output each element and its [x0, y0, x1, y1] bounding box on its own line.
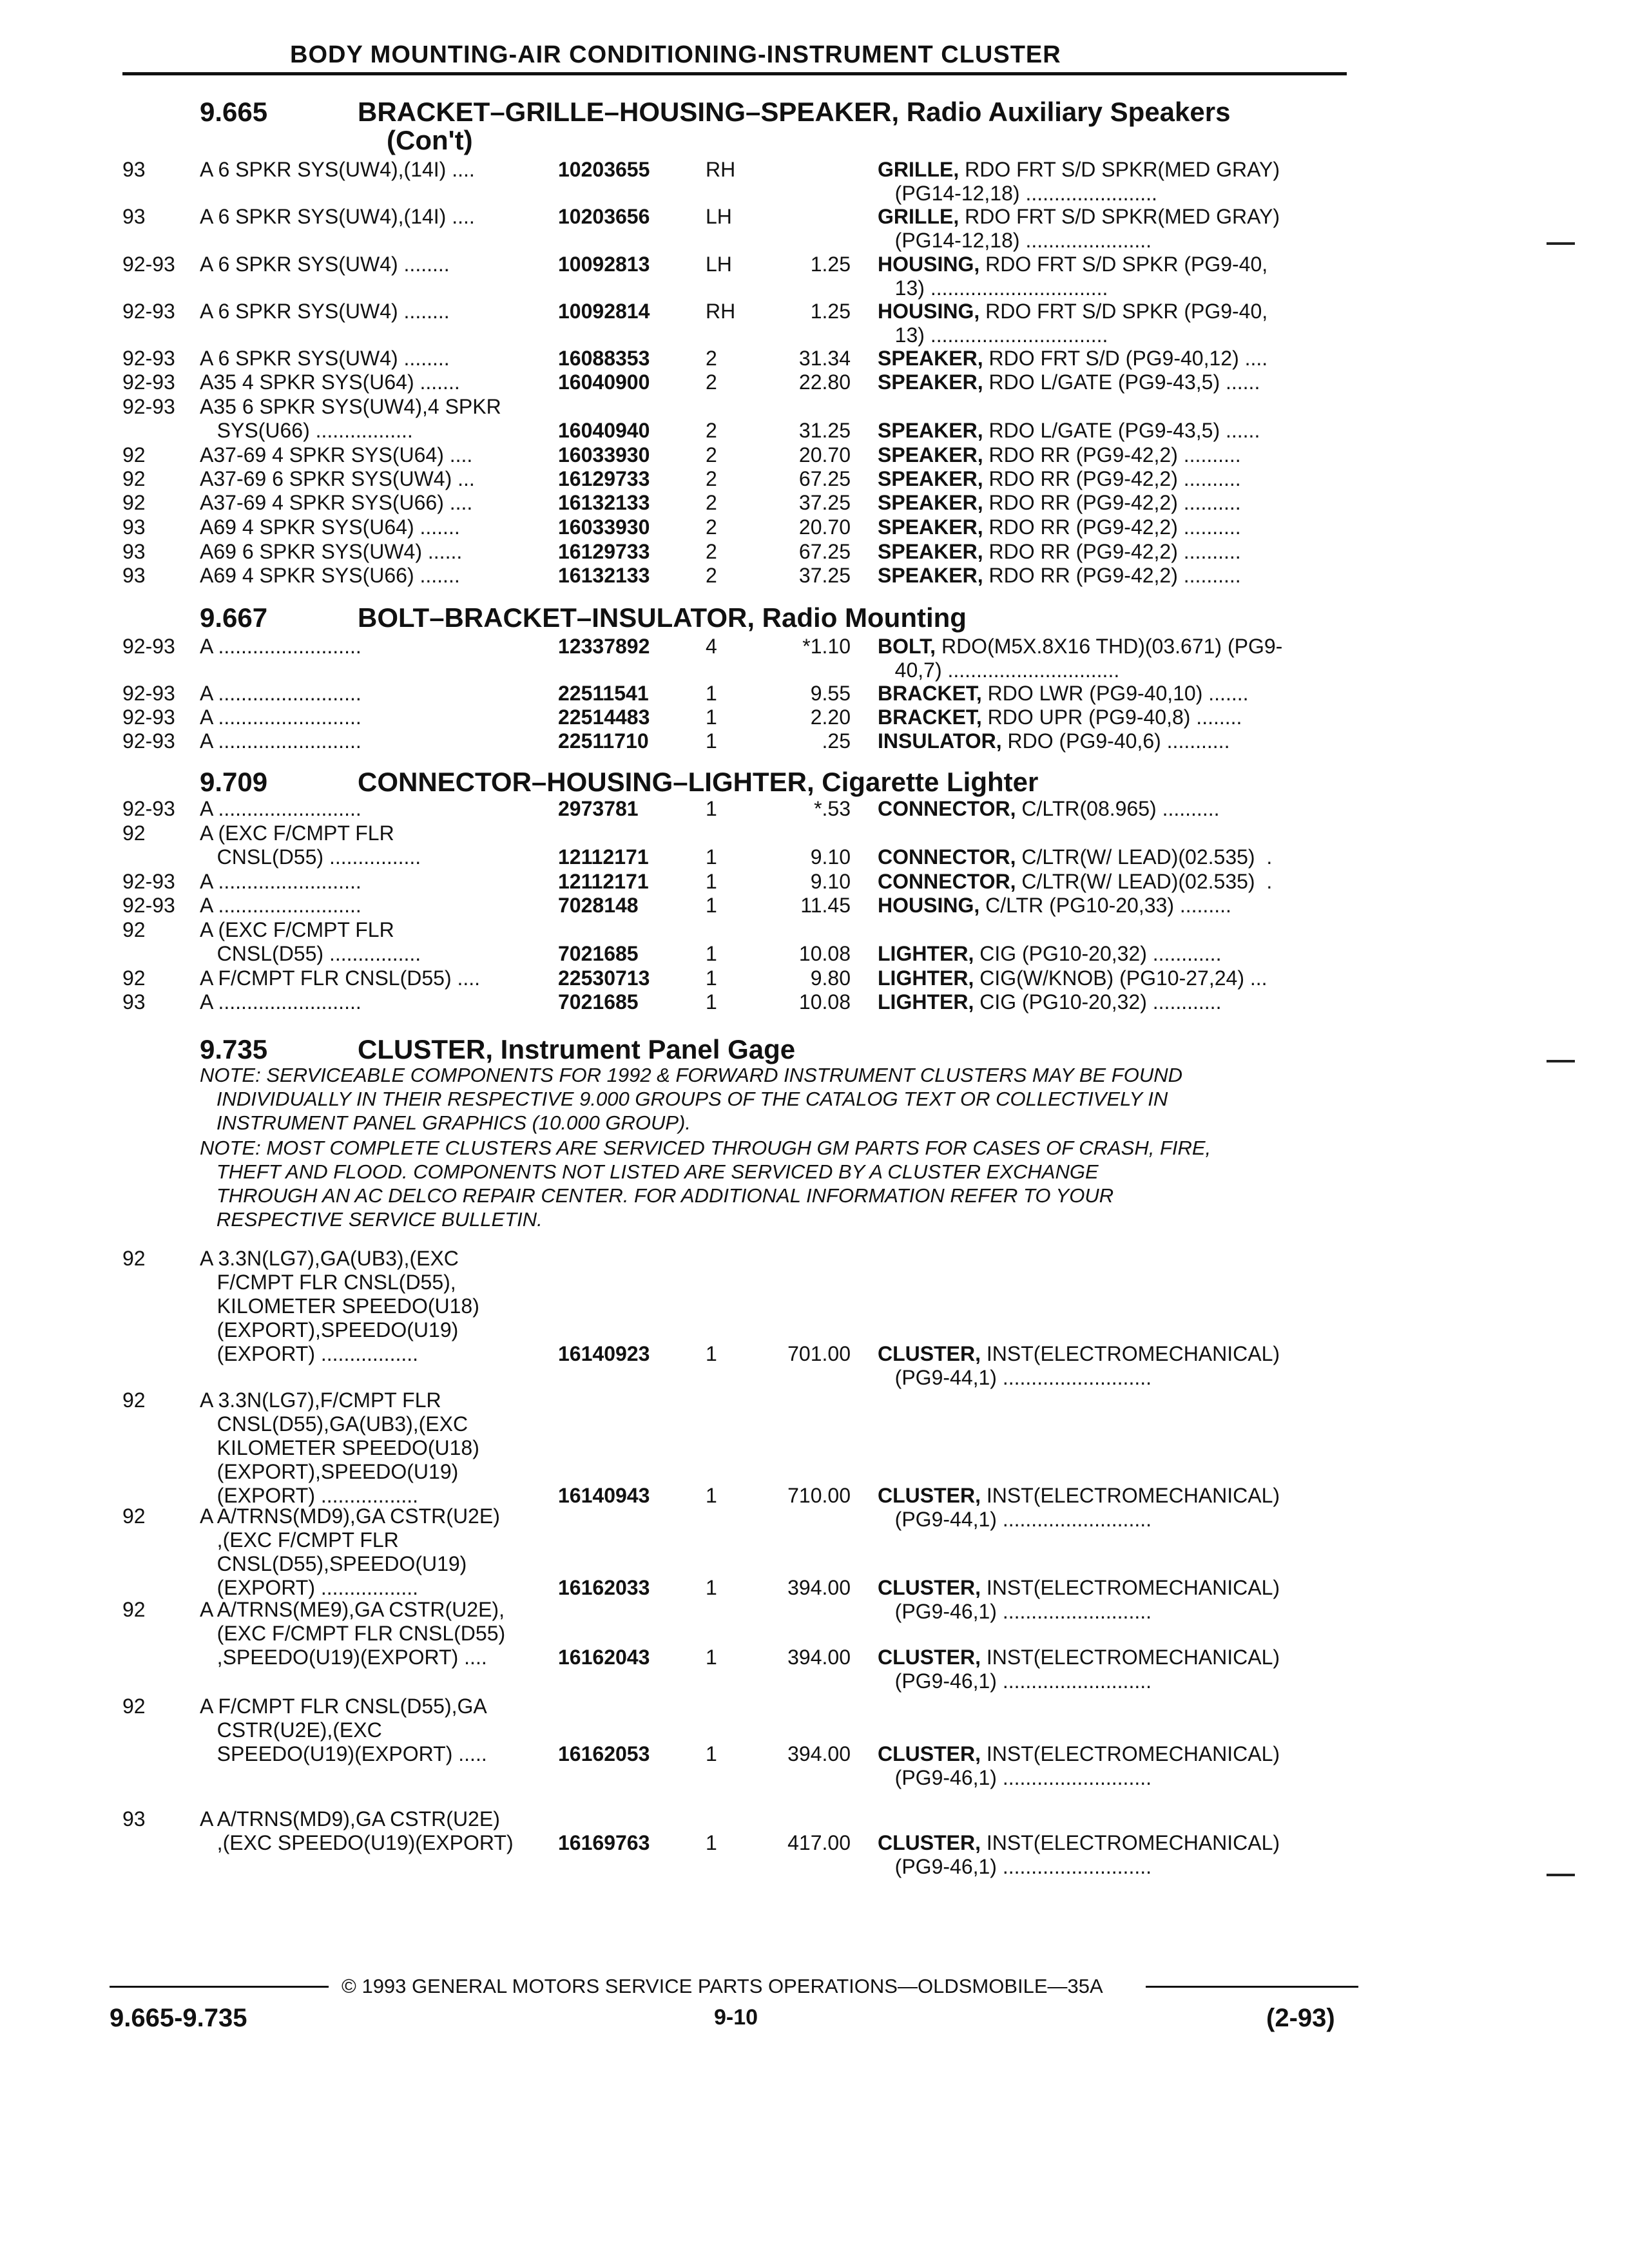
model-years: 92 — [122, 467, 146, 490]
part-name-noun: SPEAKER, — [878, 370, 983, 394]
part-number: 12112171 — [558, 845, 649, 869]
model-years: 92-93 — [122, 370, 175, 394]
quantity: 2 — [706, 419, 717, 442]
model-years: 93 — [122, 564, 146, 587]
application-description: A F/CMPT FLR CNSL(D55) .... — [200, 966, 481, 990]
quantity: 1 — [706, 845, 717, 869]
margin-mark — [1547, 1060, 1575, 1062]
part-name-noun: CONNECTOR, — [878, 870, 1016, 893]
part-name-noun: LIGHTER, — [878, 990, 974, 1014]
price: 67.25 — [798, 467, 851, 490]
price: 9.10 — [810, 870, 851, 893]
part-name: SPEAKER, RDO RR (PG9-42,2) .......... — [878, 443, 1241, 466]
application-description: A F/CMPT FLR CNSL(D55),GA CSTR(U2E),(EXC SPEEDO(U19)(EXPORT) ..... — [200, 1695, 487, 1765]
price: 37.25 — [798, 564, 851, 587]
model-years: 92-93 — [122, 729, 175, 753]
part-name: CLUSTER, INST(ELECTROMECHANICAL) (PG9-46,1) .......................... — [878, 1742, 1280, 1789]
application-description: A 6 SPKR SYS(UW4) ........ — [200, 253, 450, 276]
quantity: 1 — [706, 1646, 717, 1669]
part-name-noun: SPEAKER, — [878, 515, 983, 539]
part-name: CLUSTER, INST(ELECTROMECHANICAL) (PG9-46,1) .......................... — [878, 1831, 1280, 1878]
model-years: 92-93 — [122, 682, 175, 705]
price: 2.20 — [810, 706, 851, 729]
price: 31.25 — [798, 419, 851, 442]
quantity: RH — [706, 158, 736, 181]
part-name: SPEAKER, RDO RR (PG9-42,2) .......... — [878, 515, 1241, 539]
application-description: A ......................... — [200, 635, 361, 658]
part-name-noun: CLUSTER, — [878, 1646, 981, 1669]
price: 20.70 — [798, 443, 851, 466]
price: 22.80 — [798, 370, 851, 394]
part-name: CONNECTOR, C/LTR(W/ LEAD)(02.535) . — [878, 870, 1273, 893]
part-name: SPEAKER, RDO RR (PG9-42,2) .......... — [878, 564, 1241, 587]
quantity: 2 — [706, 347, 717, 370]
quantity: 1 — [706, 1831, 717, 1854]
section-note: NOTE: MOST COMPLETE CLUSTERS ARE SERVICED THROUGH GM PARTS FOR CASES OF CRASH, FIRE, THEFT AND FLOOD. COMPONENTS NOT LISTED ARE SERVICED BY A CLUSTER EXCHANGE THROUGH AN AC DELCO REPAIR CENTER. FOR ADDITIONAL INFORMATION REFER TO YOUR RESPECTIVE SERVICE BULLETIN. — [200, 1137, 1211, 1231]
part-name-noun: SPEAKER, — [878, 347, 983, 370]
part-name: CLUSTER, INST(ELECTROMECHANICAL) (PG9-46,1) .......................... — [878, 1576, 1280, 1623]
section-name — [358, 602, 967, 633]
quantity: 1 — [706, 1576, 717, 1599]
application-description: A A/TRNS(ME9),GA CSTR(U2E), (EXC F/CMPT FLR CNSL(D55) ,SPEEDO(U19)(EXPORT) .... — [200, 1598, 506, 1669]
section-number: 9.665 — [200, 97, 268, 127]
quantity: 2 — [706, 515, 717, 539]
model-years: 92-93 — [122, 253, 175, 276]
quantity: 1 — [706, 894, 717, 917]
price: 394.00 — [787, 1742, 851, 1765]
price: 67.25 — [798, 540, 851, 563]
application-description: A35 4 SPKR SYS(U64) ....... — [200, 370, 460, 394]
quantity: 2 — [706, 467, 717, 490]
model-years: 92 — [122, 1695, 146, 1718]
quantity: LH — [706, 205, 732, 228]
part-name: BRACKET, RDO LWR (PG9-40,10) ....... — [878, 682, 1249, 705]
section-number: 9.735 — [200, 1034, 268, 1064]
quantity: 1 — [706, 1342, 717, 1365]
price: 10.08 — [798, 990, 851, 1014]
price: 9.80 — [810, 966, 851, 990]
part-name: CLUSTER, INST(ELECTROMECHANICAL) (PG9-46,1) .......................... — [878, 1646, 1280, 1693]
part-number: 7021685 — [558, 942, 639, 965]
quantity: 1 — [706, 1742, 717, 1765]
application-description: A (EXC F/CMPT FLR CNSL(D55) ................ — [200, 822, 421, 869]
part-name-noun: SPEAKER, — [878, 419, 983, 442]
quantity: 1 — [706, 942, 717, 965]
section-name-bold: CONNECTOR–HOUSING–LIGHTER, — [358, 767, 815, 797]
part-number: 16129733 — [558, 540, 650, 563]
application-description: A37-69 4 SPKR SYS(U64) .... — [200, 443, 473, 466]
section-name — [358, 97, 1230, 128]
part-number: 10092813 — [558, 253, 650, 276]
model-years: 92 — [122, 1389, 146, 1412]
part-number: 22530713 — [558, 966, 650, 990]
model-years: 92-93 — [122, 395, 175, 418]
quantity: 2 — [706, 491, 717, 514]
part-number: 10203656 — [558, 205, 650, 228]
price: .25 — [822, 729, 851, 753]
quantity: 2 — [706, 540, 717, 563]
part-number: 22511541 — [558, 682, 649, 705]
price: 1.25 — [810, 300, 851, 323]
part-number: 10092814 — [558, 300, 650, 323]
model-years: 93 — [122, 205, 146, 228]
part-name-noun: SPEAKER, — [878, 443, 983, 466]
part-name: LIGHTER, CIG (PG10-20,32) ............ — [878, 942, 1222, 965]
model-years: 92-93 — [122, 894, 175, 917]
price: 11.45 — [800, 894, 851, 917]
part-number: 16033930 — [558, 515, 650, 539]
quantity: 1 — [706, 706, 717, 729]
part-number: 12112171 — [558, 870, 649, 893]
part-name-noun: CONNECTOR, — [878, 797, 1016, 820]
model-years: 93 — [122, 158, 146, 181]
section-name — [358, 767, 1038, 798]
part-name-noun: BRACKET, — [878, 682, 982, 705]
footer-rule-right — [1146, 1986, 1358, 1988]
model-years: 92 — [122, 822, 146, 845]
part-name: SPEAKER, RDO RR (PG9-42,2) .......... — [878, 491, 1241, 514]
part-name-noun: HOUSING, — [878, 253, 980, 276]
price: 1.25 — [810, 253, 851, 276]
model-years: 92 — [122, 966, 146, 990]
part-name-noun: SPEAKER, — [878, 564, 983, 587]
price: 10.08 — [798, 942, 851, 965]
part-name-noun: SPEAKER, — [878, 540, 983, 563]
part-name: HOUSING, RDO FRT S/D SPKR (PG9-40, 13) ............................... — [878, 300, 1268, 347]
footer-page-number: 9-10 — [714, 2005, 758, 2030]
model-years: 92-93 — [122, 706, 175, 729]
application-description: A ......................... — [200, 797, 361, 820]
model-years: 93 — [122, 540, 146, 563]
quantity: 1 — [706, 729, 717, 753]
part-name-noun: HOUSING, — [878, 300, 980, 323]
quantity: 1 — [706, 966, 717, 990]
part-name: CONNECTOR, C/LTR(W/ LEAD)(02.535) . — [878, 845, 1273, 869]
application-description: A (EXC F/CMPT FLR CNSL(D55) ................ — [200, 918, 421, 965]
part-number: 16132133 — [558, 491, 650, 514]
price: 9.10 — [810, 845, 851, 869]
footer-section-range: 9.665-9.735 — [110, 2004, 247, 2032]
part-name: LIGHTER, CIG (PG10-20,32) ............ — [878, 990, 1222, 1014]
part-name-noun: GRILLE, — [878, 205, 959, 228]
part-name: SPEAKER, RDO RR (PG9-42,2) .......... — [878, 467, 1241, 490]
margin-mark — [1547, 242, 1575, 245]
part-number: 2973781 — [558, 797, 639, 820]
part-name-noun: INSULATOR, — [878, 729, 1002, 753]
part-number: 16129733 — [558, 467, 650, 490]
model-years: 92 — [122, 491, 146, 514]
part-name: CONNECTOR, C/LTR(08.965) .......... — [878, 797, 1220, 820]
model-years: 92 — [122, 1247, 146, 1270]
application-description: A37-69 4 SPKR SYS(U66) .... — [200, 491, 473, 514]
quantity: 1 — [706, 682, 717, 705]
model-years: 92 — [122, 443, 146, 466]
quantity: RH — [706, 300, 736, 323]
part-name: SPEAKER, RDO RR (PG9-42,2) .......... — [878, 540, 1241, 563]
application-description: A35 6 SPKR SYS(UW4),4 SPKR SYS(U66) ................. — [200, 395, 501, 442]
part-name: SPEAKER, RDO FRT S/D (PG9-40,12) .... — [878, 347, 1268, 370]
price: 20.70 — [798, 515, 851, 539]
section-name-bold: CLUSTER, — [358, 1034, 493, 1064]
section-note: NOTE: SERVICEABLE COMPONENTS FOR 1992 & FORWARD INSTRUMENT CLUSTERS MAY BE FOUND INDIVIDUALLY IN THEIR RESPECTIVE 9.000 GROUPS OF THE CATALOG TEXT OR COLLECTIVELY IN INSTRUMENT PANEL GRAPHICS (10.000 GROUP). — [200, 1064, 1183, 1134]
application-description: A69 4 SPKR SYS(U64) ....... — [200, 515, 460, 539]
application-description: A ......................... — [200, 894, 361, 917]
price: *1.10 — [802, 635, 851, 658]
application-description: A 3.3N(LG7),F/CMPT FLR CNSL(D55),GA(UB3),(EXC KILOMETER SPEEDO(U18) (EXPORT),SPEEDO(U19) (EXPORT) ................. — [200, 1389, 479, 1507]
part-number: 22514483 — [558, 706, 650, 729]
part-number: 16162053 — [558, 1742, 650, 1765]
margin-mark — [1547, 1874, 1575, 1876]
price: 710.00 — [787, 1484, 851, 1507]
section-number: 9.709 — [200, 767, 268, 797]
price: *.53 — [814, 797, 851, 820]
quantity: 2 — [706, 564, 717, 587]
part-number: 16033930 — [558, 443, 650, 466]
application-description: A A/TRNS(MD9),GA CSTR(U2E) ,(EXC SPEEDO(U19)(EXPORT) — [200, 1807, 514, 1854]
section-number: 9.667 — [200, 602, 268, 633]
part-number: 16040940 — [558, 419, 650, 442]
part-name: GRILLE, RDO FRT S/D SPKR(MED GRAY) (PG14-12,18) ....................... — [878, 158, 1280, 205]
quantity: 1 — [706, 990, 717, 1014]
section-name-bold: BRACKET–GRILLE–HOUSING–SPEAKER, — [358, 97, 900, 127]
price: 37.25 — [798, 491, 851, 514]
quantity: 1 — [706, 1484, 717, 1507]
part-name-noun: HOUSING, — [878, 894, 980, 917]
part-name: GRILLE, RDO FRT S/D SPKR(MED GRAY) (PG14-12,18) ...................... — [878, 205, 1280, 252]
part-name: HOUSING, RDO FRT S/D SPKR (PG9-40, 13) ............................... — [878, 253, 1268, 300]
application-description: A ......................... — [200, 682, 361, 705]
application-description: A 6 SPKR SYS(UW4),(14I) .... — [200, 158, 475, 181]
part-number: 16040900 — [558, 370, 650, 394]
part-name: SPEAKER, RDO L/GATE (PG9-43,5) ...... — [878, 419, 1260, 442]
application-description: A A/TRNS(MD9),GA CSTR(U2E) ,(EXC F/CMPT FLR CNSL(D55),SPEEDO(U19) (EXPORT) ................. — [200, 1504, 500, 1599]
model-years: 93 — [122, 1807, 146, 1831]
part-name-noun: CLUSTER, — [878, 1342, 981, 1365]
application-description: A69 4 SPKR SYS(U66) ....... — [200, 564, 460, 587]
quantity: LH — [706, 253, 732, 276]
part-number: 16169763 — [558, 1831, 650, 1854]
part-name-noun: SPEAKER, — [878, 491, 983, 514]
part-number: 10203655 — [558, 158, 650, 181]
section-name-rest: Cigarette Lighter — [814, 767, 1039, 797]
price: 394.00 — [787, 1646, 851, 1669]
part-number: 16088353 — [558, 347, 650, 370]
part-number: 16140923 — [558, 1342, 650, 1365]
part-name-noun: SPEAKER, — [878, 467, 983, 490]
model-years: 92 — [122, 918, 146, 941]
model-years: 93 — [122, 990, 146, 1014]
section-name-rest: Instrument Panel Gage — [493, 1034, 796, 1064]
application-description: A 6 SPKR SYS(UW4),(14I) .... — [200, 205, 475, 228]
application-description: A 3.3N(LG7),GA(UB3),(EXC F/CMPT FLR CNSL(D55), KILOMETER SPEEDO(U18) (EXPORT),SPEEDO(U19) (EXPORT) ................. — [200, 1247, 479, 1365]
section-name-rest: Radio Auxiliary Speakers — [899, 97, 1231, 127]
section-continued: (Con't) — [387, 125, 473, 155]
model-years: 93 — [122, 515, 146, 539]
part-name-noun: GRILLE, — [878, 158, 959, 181]
part-name-noun: CLUSTER, — [878, 1742, 981, 1765]
price: 9.55 — [810, 682, 851, 705]
footer-rule-left — [110, 1986, 329, 1988]
model-years: 92-93 — [122, 635, 175, 658]
part-number: 16140943 — [558, 1484, 650, 1507]
price: 394.00 — [787, 1576, 851, 1599]
part-name: BOLT, RDO(M5X.8X16 THD)(03.671) (PG9- 40,7) .............................. — [878, 635, 1283, 682]
part-number: 22511710 — [558, 729, 649, 753]
part-name: BRACKET, RDO UPR (PG9-40,8) ........ — [878, 706, 1242, 729]
quantity: 1 — [706, 797, 717, 820]
part-number: 7021685 — [558, 990, 639, 1014]
model-years: 92-93 — [122, 870, 175, 893]
application-description: A ......................... — [200, 870, 361, 893]
part-name-noun: CLUSTER, — [878, 1484, 981, 1507]
section-name — [358, 1034, 795, 1065]
part-number: 7028148 — [558, 894, 639, 917]
model-years: 92-93 — [122, 797, 175, 820]
part-number: 16162033 — [558, 1576, 650, 1599]
part-name: CLUSTER, INST(ELECTROMECHANICAL) (PG9-44,1) .......................... — [878, 1342, 1280, 1389]
part-name-noun: CONNECTOR, — [878, 845, 1016, 869]
part-name: INSULATOR, RDO (PG9-40,6) ........... — [878, 729, 1230, 753]
part-number: 16132133 — [558, 564, 650, 587]
part-name-noun: CLUSTER, — [878, 1576, 981, 1599]
part-name-noun: BOLT, — [878, 635, 936, 658]
application-description: A37-69 6 SPKR SYS(UW4) ... — [200, 467, 475, 490]
section-name-bold: BOLT–BRACKET–INSULATOR, — [358, 602, 755, 633]
part-number: 12337892 — [558, 635, 650, 658]
price: 701.00 — [787, 1342, 851, 1365]
model-years: 92 — [122, 1598, 146, 1621]
part-name-noun: LIGHTER, — [878, 966, 974, 990]
page-header-title: BODY MOUNTING-AIR CONDITIONING-INSTRUMENT CLUSTER — [290, 41, 1061, 68]
part-name-noun: CLUSTER, — [878, 1831, 981, 1854]
section-name-rest: Radio Mounting — [755, 602, 967, 633]
footer-copyright: © 1993 GENERAL MOTORS SERVICE PARTS OPERATIONS—OLDSMOBILE—35A — [342, 1975, 1103, 1997]
part-name-noun: LIGHTER, — [878, 942, 974, 965]
part-name-noun: BRACKET, — [878, 706, 982, 729]
model-years: 92-93 — [122, 300, 175, 323]
quantity: 1 — [706, 870, 717, 893]
application-description: A 6 SPKR SYS(UW4) ........ — [200, 300, 450, 323]
part-name: SPEAKER, RDO L/GATE (PG9-43,5) ...... — [878, 370, 1260, 394]
quantity: 2 — [706, 443, 717, 466]
part-name: HOUSING, C/LTR (PG10-20,33) ......... — [878, 894, 1231, 917]
quantity: 2 — [706, 370, 717, 394]
application-description: A ......................... — [200, 729, 361, 753]
application-description: A69 6 SPKR SYS(UW4) ...... — [200, 540, 463, 563]
part-number: 16162043 — [558, 1646, 650, 1669]
part-name: LIGHTER, CIG(W/KNOB) (PG10-27,24) ... — [878, 966, 1268, 990]
application-description: A ......................... — [200, 990, 361, 1014]
part-name: CLUSTER, INST(ELECTROMECHANICAL) (PG9-44,1) .......................... — [878, 1484, 1280, 1531]
header-rule — [122, 72, 1347, 75]
footer-revision-date: (2-93) — [1266, 2004, 1335, 2032]
application-description: A ......................... — [200, 706, 361, 729]
price: 31.34 — [798, 347, 851, 370]
application-description: A 6 SPKR SYS(UW4) ........ — [200, 347, 450, 370]
quantity: 4 — [706, 635, 717, 658]
price: 417.00 — [787, 1831, 851, 1854]
model-years: 92-93 — [122, 347, 175, 370]
model-years: 92 — [122, 1504, 146, 1528]
